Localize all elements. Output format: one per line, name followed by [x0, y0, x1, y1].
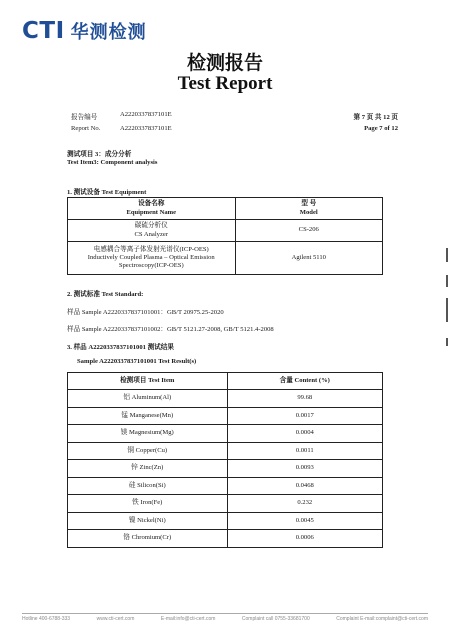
section-equipment-title: 1. 测试设备 Test Equipment — [67, 189, 147, 196]
element-content-cell: 0.0017 — [227, 407, 382, 425]
section-standard-title: 2. 测试标准 Test Standard: — [67, 291, 144, 298]
logo-chinese-text: 华测检测 — [70, 22, 147, 43]
page-indicator-en: Page 7 of 12 — [364, 125, 398, 132]
table-row — [68, 425, 383, 443]
model-header-en: Model — [299, 208, 318, 216]
section-results-subtitle: Sample A2220337837101001 Test Result(s) — [77, 358, 197, 365]
page-indicator-cn: 第 7 页 共 12 页 — [353, 114, 398, 121]
footer-divider — [22, 613, 428, 614]
element-content-cell: 0.0093 — [227, 460, 382, 478]
logo-cti-text: CTI — [22, 18, 65, 44]
element-content-cell: 0.232 — [227, 495, 382, 513]
equipment-name-header-cn: 设备名称 — [138, 200, 165, 208]
footer-hotline: Hotline 400-6788-333 — [22, 616, 71, 622]
footer-complaint-email: Complaint E-mail:complaint@cti-cert.com — [336, 616, 428, 622]
equipment-name-line: CS Analyzer — [134, 230, 169, 238]
content-header: 含量 Content (%) — [227, 373, 382, 390]
element-content-cell: 0.0011 — [227, 442, 382, 460]
element-name-cell: 铝 Aluminum(Al) — [68, 390, 228, 408]
footer — [22, 616, 428, 622]
element-content-cell: 0.0468 — [227, 477, 382, 495]
footer-complaint-call: Complaint call 0755-33681700 — [241, 616, 310, 622]
element-content-cell: 99.68 — [227, 390, 382, 408]
report-title-chinese: 检测报告 — [186, 52, 263, 74]
company-logo — [22, 18, 147, 44]
equipment-model-cell: CS-206 — [235, 220, 382, 242]
table-row — [68, 512, 383, 530]
element-name-cell: 硅 Silicon(Si) — [68, 477, 228, 495]
results-table — [67, 372, 383, 548]
element-content-cell: 0.0045 — [227, 512, 382, 530]
report-no-cn-label: 报告编号 — [71, 114, 98, 121]
equipment-name-cell — [68, 242, 236, 275]
table-row — [68, 495, 383, 513]
element-content-cell: 0.0004 — [227, 425, 382, 443]
test-item-cn: 测试项目 3：成分分析 — [67, 151, 132, 158]
equipment-name-line: Inductively Coupled Plasma – Optical Emission — [87, 253, 215, 261]
report-no-label: Report No. — [71, 125, 101, 132]
table-row — [68, 460, 383, 478]
element-name-cell: 锌 Zinc(Zn) — [68, 460, 228, 478]
table-row — [68, 530, 383, 548]
table-row — [68, 242, 383, 275]
element-name-cell: 铜 Copper(Cu) — [68, 442, 228, 460]
element-name-cell: 锰 Manganese(Mn) — [68, 407, 228, 425]
element-name-cell: 镍 Nickel(Ni) — [68, 512, 228, 530]
report-no-value-en: A2220337837101E — [120, 125, 172, 132]
results-header-row — [68, 373, 383, 390]
test-item-header: 检测项目 Test Item — [68, 373, 228, 390]
model-header-cn: 型 号 — [301, 200, 317, 208]
standard-line-1: 样品 Sample A2220337837101001：GB/T 20975.25-2020 — [67, 309, 224, 316]
equipment-header-row — [68, 198, 383, 220]
scan-edge-mark — [446, 248, 448, 262]
scan-edge-mark — [446, 338, 448, 346]
footer-email: E-mail:info@cti-cert.com — [160, 616, 216, 622]
element-name-cell: 镁 Magnesium(Mg) — [68, 425, 228, 443]
scan-edge-mark — [446, 298, 448, 322]
element-name-cell: 铁 Iron(Fe) — [68, 495, 228, 513]
footer-website: www.cti-cert.com — [96, 616, 135, 622]
equipment-name-line: 电感耦合等离子体发射光谱仪(ICP-OES) — [93, 245, 209, 253]
model-header — [235, 198, 382, 220]
equipment-model-cell: Agilent 5110 — [235, 242, 382, 275]
equipment-name-line: 碳硫分析仪 — [134, 222, 168, 230]
report-no-value: A2220337837101E — [120, 111, 172, 118]
report-title-english: Test Report — [177, 73, 273, 94]
table-row — [68, 407, 383, 425]
scan-edge-mark — [446, 275, 448, 287]
equipment-name-header-en: Equipment Name — [126, 208, 177, 216]
table-row — [68, 220, 383, 242]
equipment-name-cell — [68, 220, 236, 242]
table-row — [68, 442, 383, 460]
section-results-title: 3. 样品 A2220337837101001 测试结果 — [67, 344, 174, 351]
element-content-cell: 0.0006 — [227, 530, 382, 548]
test-item-en: Test Item3: Component analysis — [67, 159, 158, 166]
equipment-name-header — [68, 198, 236, 220]
element-name-cell: 铬 Chromium(Cr) — [68, 530, 228, 548]
standard-line-2: 样品 Sample A2220337837101002：GB/T 5121.27-2008, GB/T 5121.4-2008 — [67, 326, 274, 333]
equipment-table — [67, 197, 383, 275]
table-row — [68, 390, 383, 408]
equipment-name-line: Spectroscopy(ICP-OES) — [118, 262, 184, 270]
table-row — [68, 477, 383, 495]
